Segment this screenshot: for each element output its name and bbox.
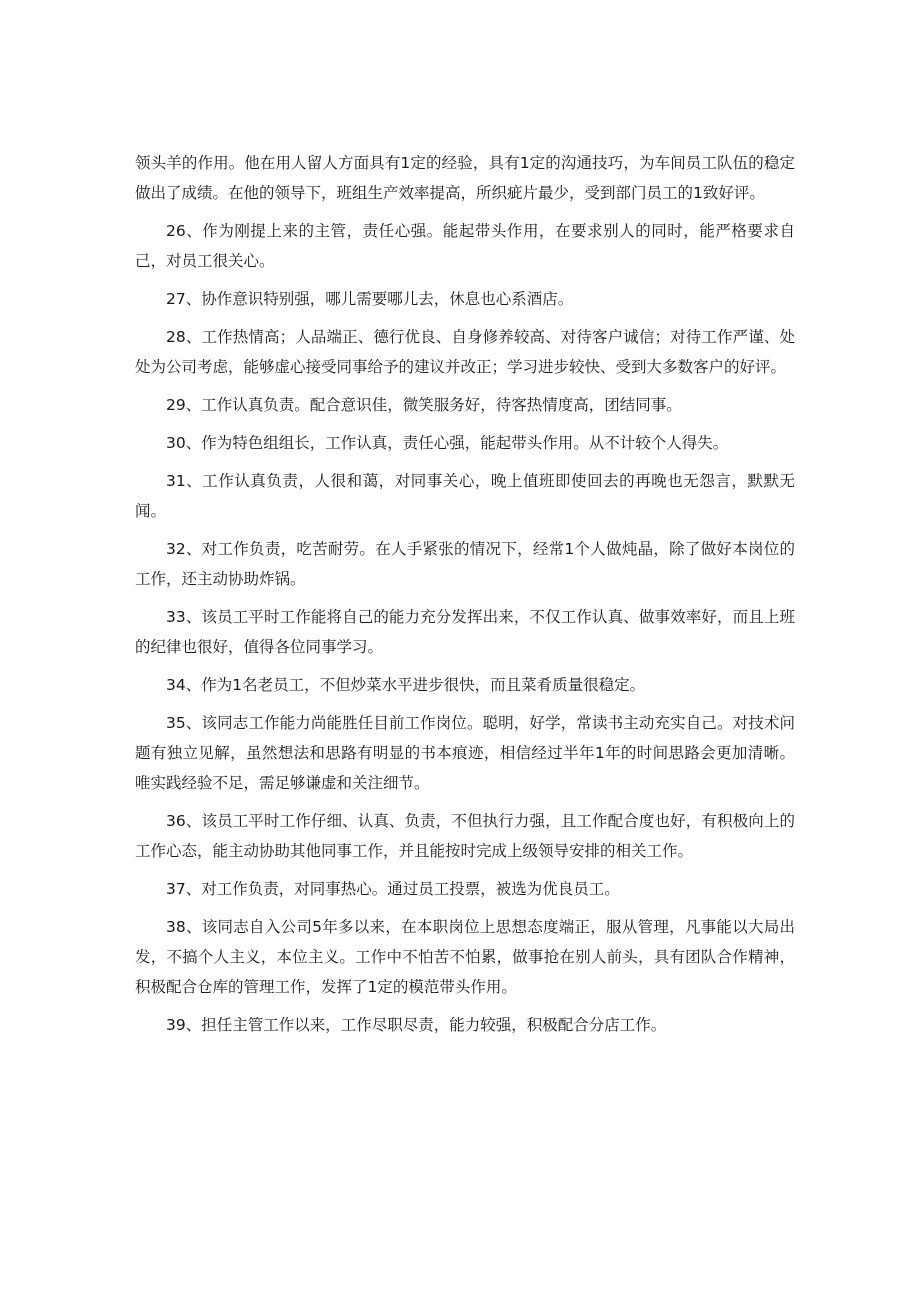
paragraph-35: 35、该同志工作能力尚能胜任目前工作岗位。聪明，好学，常读书主动充实自己。对技术问题有独立见解，虽然想法和思路有明显的书本痕迹，相信经过半年1年的时间思路会更加清晰。唯实践经验不足，需足够谦虚和关注细节。 <box>135 714 795 792</box>
paragraph-28: 28、工作热情高；人品端正、德行优良、自身修养较高、对待客户诚信；对待工作严谨、处处为公司考虑，能够虚心接受同事给予的建议并改正；学习进步较快、受到大多数客户的好评。 <box>135 328 795 376</box>
paragraph-34: 34、作为1名老员工，不但炒菜水平进步很快，而且菜肴质量很稳定。 <box>166 676 646 694</box>
paragraph-26: 26、作为刚提上来的主管，责任心强。能起带头作用，在要求别人的同时，能严格要求自己，对员工很关心。 <box>135 222 795 270</box>
paragraph-33: 33、该员工平时工作能将自己的能力充分发挥出来，不仅工作认真、做事效率好，而且上班的纪律也很好，值得各位同事学习。 <box>135 608 795 656</box>
paragraph-38: 38、该同志自入公司5年多以来，在本职岗位上思想态度端正，服从管理，凡事能以大局出发，不搞个人主义，本位主义。工作中不怕苦不怕累，做事抢在别人前头，具有团队合作精神，积极配合仓库的管理工作，发挥了1定的模范带头作用。 <box>135 918 795 996</box>
paragraph-37: 37、对工作负责，对同事热心。通过员工投票，被选为优良员工。 <box>166 880 620 898</box>
paragraph-continued: 领头羊的作用。他在用人留人方面具有1定的经验，具有1定的沟通技巧，为车间员工队伍的稳定做出了成绩。在他的领导下，班组生产效率提高，所织疵片最少，受到部门员工的1致好评。 <box>135 154 795 202</box>
document-body <box>135 148 795 1048</box>
paragraph-32: 32、对工作负责，吃苦耐劳。在人手紧张的情况下，经常1个人做炖晶，除了做好本岗位的工作，还主动协助炸锅。 <box>135 540 795 588</box>
paragraph-30: 30、作为特色组组长，工作认真，责任心强，能起带头作用。从不计较个人得失。 <box>166 434 729 452</box>
paragraph-39: 39、担任主管工作以来，工作尽职尽责，能力较强，积极配合分店工作。 <box>166 1016 667 1034</box>
paragraph-31: 31、工作认真负责，人很和蔼，对同事关心，晚上值班即使回去的再晚也无怨言，默默无闻。 <box>135 472 795 520</box>
paragraph-27: 27、协作意识特别强，哪儿需要哪儿去，休息也心系酒店。 <box>166 290 574 308</box>
paragraph-29: 29、工作认真负责。配合意识佳，微笑服务好，待客热情度高，团结同事。 <box>166 396 682 414</box>
paragraph-36: 36、该员工平时工作仔细、认真、负责，不但执行力强，且工作配合度也好，有积极向上的工作心态，能主动协助其他同事工作，并且能按时完成上级领导安排的相关工作。 <box>135 812 795 860</box>
